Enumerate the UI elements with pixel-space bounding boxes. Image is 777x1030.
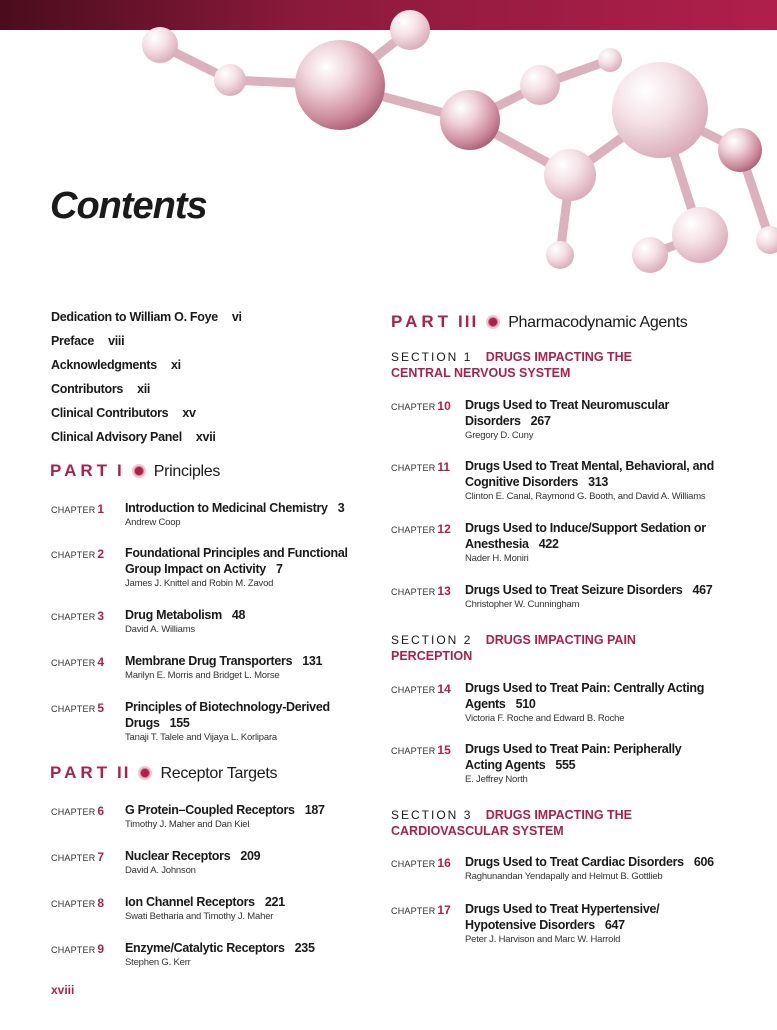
- section-title-line2: PERCEPTION: [391, 649, 473, 663]
- chapter-title[interactable]: Membrane Drug Transporters 131: [125, 654, 323, 668]
- chapter-authors: Swati Betharia and Timothy J. Maher: [125, 911, 274, 922]
- page-number: xii: [137, 382, 151, 396]
- part-word: PART: [50, 461, 112, 480]
- chapter-entry-10[interactable]: [391, 397, 731, 442]
- section-title-line2: CARDIOVASCULAR SYSTEM: [391, 824, 564, 838]
- chapter-authors: David A. Williams: [125, 624, 195, 635]
- chapter-title[interactable]: Drugs Used to Treat Hypertensive/ Hypotensive Disorders 647: [465, 902, 660, 932]
- chapter-number: 4: [97, 655, 105, 669]
- chapter-authors: Clinton E. Canal, Raymond G. Booth, and David A. Williams: [465, 491, 706, 502]
- chapter-title[interactable]: Enzyme/Catalytic Receptors 235: [125, 941, 315, 955]
- part-heading-2: [50, 761, 277, 785]
- chapter-entry-16[interactable]: [391, 854, 731, 883]
- page-number: 131: [302, 654, 323, 668]
- bullet-dot-icon: [134, 466, 144, 476]
- chapter-label: CHAPTER 4: [51, 655, 105, 669]
- chapter-number: 2: [97, 547, 105, 561]
- page-number: 221: [264, 895, 285, 909]
- page-number: 313: [588, 475, 609, 489]
- page-number: xv: [182, 406, 196, 420]
- bullet-dot-icon: [488, 317, 498, 327]
- chapter-title[interactable]: Drugs Used to Treat Neuromuscular Disorders 267: [465, 398, 670, 428]
- chapter-authors: Andrew Coop: [125, 517, 181, 528]
- chapter-entry-7[interactable]: [51, 848, 371, 877]
- page-title: Contents: [50, 185, 207, 227]
- molecule-illustration: [0, 0, 777, 300]
- chapter-authors: Gregory D. Cuny: [465, 430, 534, 441]
- chapter-authors: Tanaji T. Talele and Vijaya L. Korlipara: [125, 732, 278, 743]
- chapter-number: 1: [97, 502, 105, 516]
- part-numeral: II: [117, 763, 131, 782]
- page-number: viii: [108, 334, 125, 348]
- chapter-authors: Stephen G. Kerr: [125, 957, 191, 968]
- part-numeral: III: [458, 312, 479, 331]
- chapter-label: CHAPTER 15: [391, 743, 451, 757]
- chapter-label: CHAPTER 16: [391, 856, 451, 870]
- chapter-label: CHAPTER 3: [51, 609, 105, 623]
- chapter-label: CHAPTER 8: [51, 896, 105, 910]
- page-number: 7: [275, 562, 283, 576]
- section-title: DRUGS IMPACTING THE: [485, 350, 633, 364]
- section-title: DRUGS IMPACTING PAIN: [485, 633, 636, 647]
- page-number: 467: [692, 583, 713, 597]
- section-label: SECTION 1: [391, 350, 473, 364]
- part-name: Receptor Targets: [160, 765, 278, 782]
- chapter-label: CHAPTER 13: [391, 584, 451, 598]
- chapter-entry-15[interactable]: [391, 741, 731, 786]
- chapter-number: 11: [437, 460, 451, 474]
- chapter-number: 13: [437, 584, 451, 598]
- page-number: 3: [337, 501, 345, 515]
- part-name: Principles: [153, 463, 221, 480]
- front-matter-label: Preface: [51, 334, 95, 348]
- page-number: 209: [240, 849, 261, 863]
- chapter-entry-11[interactable]: [391, 458, 731, 503]
- page-number: 606: [693, 855, 714, 869]
- bullet-dot-icon: [140, 768, 150, 778]
- page-number: xvii: [195, 430, 216, 444]
- front-matter-list: [51, 309, 351, 453]
- chapter-entry-12[interactable]: [391, 520, 731, 565]
- page-folio: xviii: [51, 983, 75, 997]
- chapter-number: 10: [437, 399, 451, 413]
- front-matter-item[interactable]: [51, 333, 351, 357]
- chapter-label: CHAPTER 12: [391, 522, 451, 536]
- page-number: 187: [304, 803, 325, 817]
- chapter-entry-3[interactable]: [51, 607, 371, 636]
- chapter-label: CHAPTER 2: [51, 547, 105, 561]
- front-matter-item[interactable]: [51, 381, 351, 405]
- chapter-number: 5: [97, 701, 105, 715]
- chapter-entry-17[interactable]: [391, 901, 731, 946]
- chapter-number: 9: [97, 942, 105, 956]
- part-heading-1: [50, 459, 220, 483]
- chapter-title[interactable]: Nuclear Receptors 209: [125, 849, 261, 863]
- part-heading-3: [391, 310, 687, 334]
- chapter-number: 14: [437, 682, 451, 696]
- chapter-label: CHAPTER 11: [391, 460, 451, 474]
- chapter-title[interactable]: Introduction to Medicinal Chemistry 3: [125, 501, 345, 515]
- chapter-title[interactable]: G Protein–Coupled Receptors 187: [125, 803, 325, 817]
- chapter-entry-14[interactable]: [391, 680, 731, 725]
- part-word: PART: [391, 312, 453, 331]
- chapter-entry-9[interactable]: [51, 940, 371, 969]
- section-heading-2: [391, 632, 721, 664]
- page-number: vi: [231, 310, 242, 324]
- chapter-authors: Raghunandan Yendapally and Helmut B. Gottlieb: [465, 871, 663, 882]
- chapter-entry-4[interactable]: [51, 653, 371, 682]
- front-matter-item[interactable]: [51, 309, 351, 333]
- chapter-label: CHAPTER 14: [391, 682, 451, 696]
- chapter-title[interactable]: Drugs Used to Treat Seizure Disorders 467: [465, 583, 713, 597]
- chapter-entry-13[interactable]: [391, 582, 731, 611]
- chapter-authors: David A. Johnson: [125, 865, 196, 876]
- page-number: 422: [538, 537, 559, 551]
- section-title-line2: CENTRAL NERVOUS SYSTEM: [391, 366, 571, 380]
- chapter-entry-6[interactable]: [51, 802, 371, 831]
- page-number: xi: [170, 358, 181, 372]
- page-number: 555: [555, 758, 576, 772]
- chapter-label: CHAPTER 17: [391, 903, 451, 917]
- chapter-label: CHAPTER 1: [51, 502, 105, 516]
- front-matter-item[interactable]: [51, 429, 351, 453]
- chapter-entry-5[interactable]: [51, 699, 371, 744]
- page-number: 647: [604, 918, 625, 932]
- chapter-title[interactable]: Drugs Used to Treat Pain: Peripherally Acting Agents 555: [465, 742, 682, 772]
- part-word: PART: [50, 763, 112, 782]
- chapter-authors: Timothy J. Maher and Dan Kiel: [125, 819, 250, 830]
- chapter-title[interactable]: Drugs Used to Induce/Support Sedation or Anesthesia 422: [465, 521, 706, 551]
- chapter-title[interactable]: Drug Metabolism 48: [125, 608, 246, 622]
- section-title: DRUGS IMPACTING THE: [485, 808, 633, 822]
- section-heading-3: [391, 807, 721, 839]
- chapter-number: 6: [97, 804, 105, 818]
- chapter-authors: Peter J. Harvison and Marc W. Harrold: [465, 934, 621, 945]
- chapter-number: 15: [437, 743, 451, 757]
- chapter-authors: Marilyn E. Morris and Bridget L. Morse: [125, 670, 280, 681]
- chapter-title[interactable]: Ion Channel Receptors 221: [125, 895, 285, 909]
- front-matter-item[interactable]: [51, 357, 351, 381]
- page-number: 235: [294, 941, 315, 955]
- chapter-title[interactable]: Drugs Used to Treat Pain: Centrally Acting Agents 510: [465, 681, 705, 711]
- chapter-number: 17: [437, 903, 451, 917]
- chapter-label: CHAPTER 5: [51, 701, 105, 715]
- part-name: Pharmacodynamic Agents: [508, 314, 688, 331]
- chapter-title[interactable]: Principles of Biotechnology-Derived Drugs 155: [125, 700, 330, 730]
- chapter-label: CHAPTER 10: [391, 399, 451, 413]
- page-number: 155: [169, 716, 190, 730]
- chapter-authors: Victoria F. Roche and Edward B. Roche: [465, 713, 625, 724]
- front-matter-item[interactable]: [51, 405, 351, 429]
- chapter-authors: James J. Knittel and Robin M. Zavod: [125, 578, 274, 589]
- section-heading-1: [391, 349, 721, 381]
- chapter-number: 7: [97, 850, 105, 864]
- chapter-authors: Nader H. Moniri: [465, 553, 529, 564]
- chapter-title[interactable]: Drugs Used to Treat Mental, Behavioral, and Cognitive Disorders 313: [465, 459, 714, 489]
- front-matter-label: Clinical Advisory Panel: [51, 430, 182, 444]
- part-numeral: I: [117, 461, 124, 480]
- chapter-number: 8: [97, 896, 105, 910]
- section-label: SECTION 2: [391, 633, 473, 647]
- front-matter-label: Clinical Contributors: [51, 406, 169, 420]
- chapter-entry-8[interactable]: [51, 894, 371, 923]
- chapter-number: 3: [97, 609, 105, 623]
- chapter-label: CHAPTER 7: [51, 850, 105, 864]
- page-number: 48: [231, 608, 246, 622]
- chapter-authors: Christopher W. Cunningham: [465, 599, 580, 610]
- chapter-label: CHAPTER 6: [51, 804, 105, 818]
- front-matter-label: Acknowledgments: [51, 358, 157, 372]
- chapter-title[interactable]: Foundational Principles and Functional Group Impact on Activity 7: [125, 546, 348, 576]
- chapter-label: CHAPTER 9: [51, 942, 105, 956]
- chapter-number: 12: [437, 522, 451, 536]
- front-matter-label: Contributors: [51, 382, 124, 396]
- chapter-entry-2[interactable]: [51, 545, 371, 590]
- front-matter-label: Dedication to William O. Foye: [51, 310, 218, 324]
- page-number: 510: [515, 697, 536, 711]
- chapter-authors: E. Jeffrey North: [465, 774, 528, 785]
- page-number: 267: [530, 414, 551, 428]
- chapter-number: 16: [437, 856, 451, 870]
- section-label: SECTION 3: [391, 808, 473, 822]
- chapter-title[interactable]: Drugs Used to Treat Cardiac Disorders 606: [465, 855, 714, 869]
- chapter-entry-1[interactable]: [51, 500, 371, 529]
